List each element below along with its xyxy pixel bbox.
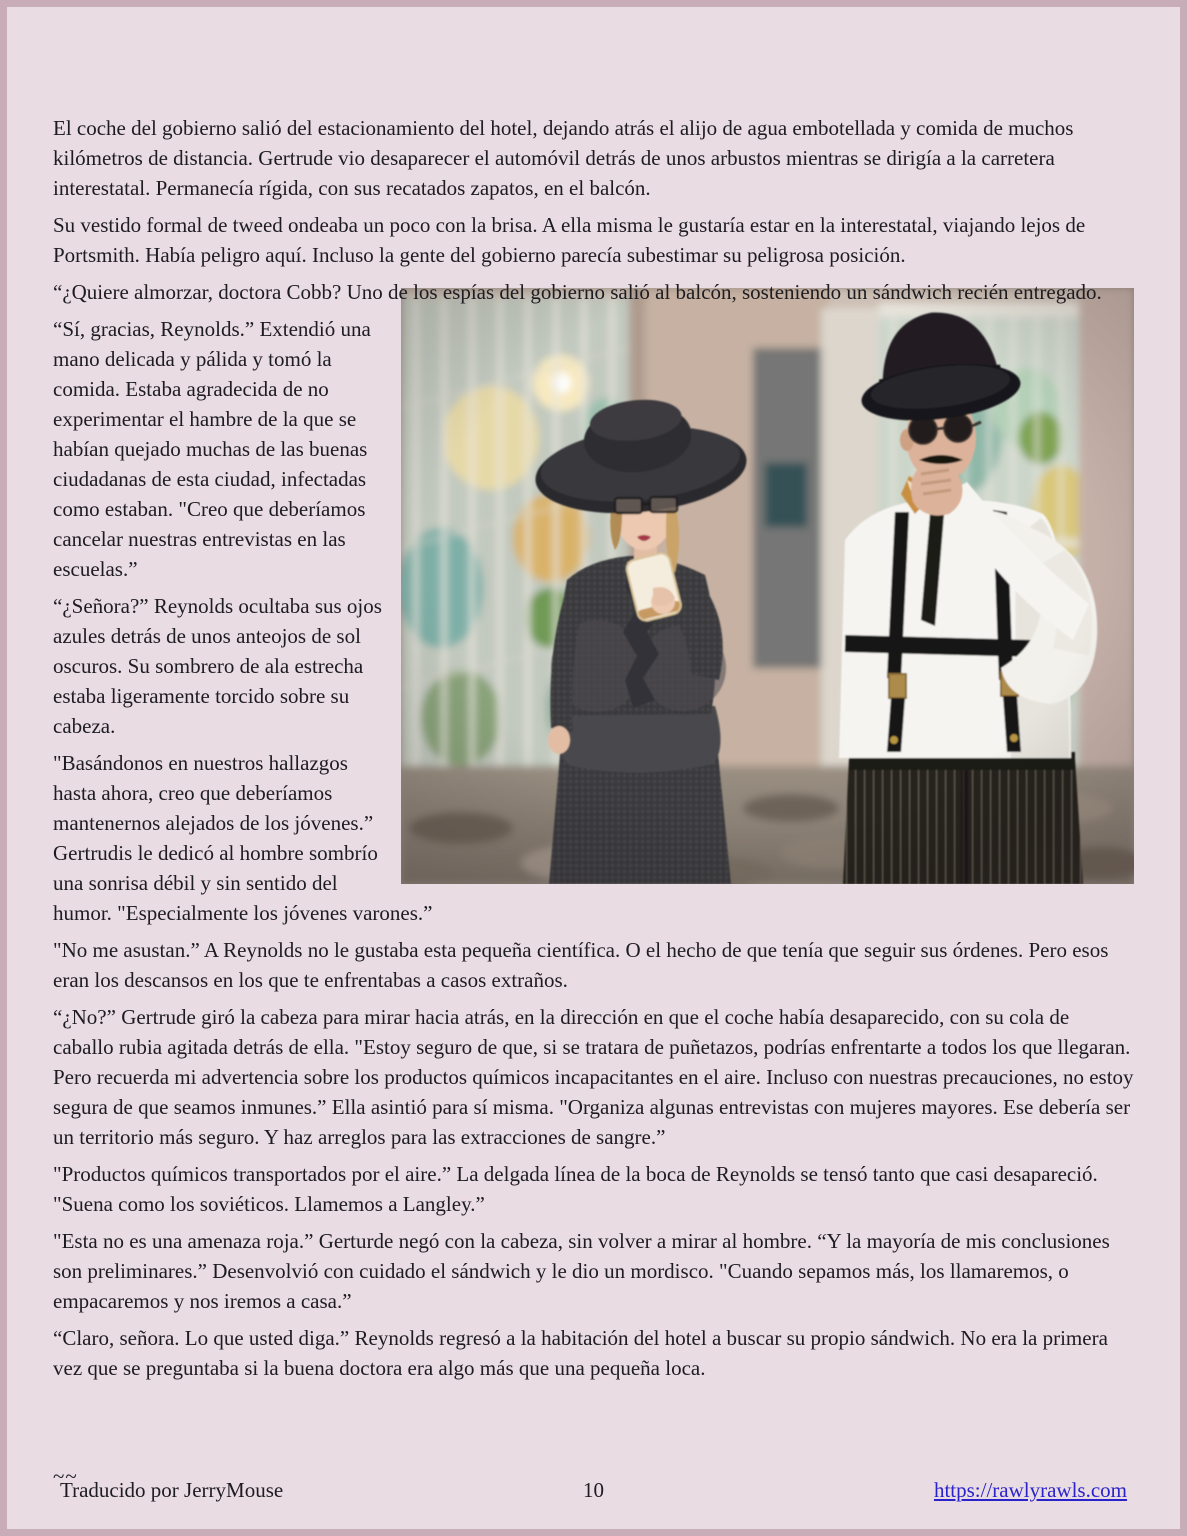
- section-separator: ~~: [53, 1464, 78, 1488]
- story-paragraph: “¿No?” Gertrude giró la cabeza para mirar hacia atrás, en la dirección en que el coche había desaparecido, con su cola de caballo rubia agitada detrás de ella. "Estoy seguro de que, si se tratara de puñetazos, podrías enfrentarte a todos los que llegaran. Pero recuerda mi advertencia sobre los productos químicos incapacitantes en el aire. Incluso con nuestras precauciones, no estoy segura de que seamos inmunes.” Ella asintió para sí misma. "Organiza algunas entrevistas con mujeres mayores. Ese debería ser un territorio más seguro. Y haz arreglos para las extracciones de sangre.”: [53, 1005, 1134, 1149]
- page-footer: [60, 1475, 1127, 1505]
- story-paragraph: “Claro, señora. Lo que usted diga.” Reynolds regresó a la habitación del hotel a buscar su propio sándwich. No era la primera vez que se preguntaba si la buena doctora era algo más que una pequeña loca.: [53, 1326, 1108, 1380]
- vignette-overlay: [401, 288, 1134, 884]
- story-illustration-graphic: [401, 288, 1134, 884]
- story-paragraph: "Esta no es una amenaza roja.” Gerturde negó con la cabeza, sin volver a mirar al hombre. “Y la mayoría de mis conclusiones son preliminares.” Desenvolvió con cuidado el sándwich y le dio un mordisco. "Cuando sepamos más, los llamaremos, o empacaremos y nos iremos a casa.”: [53, 1229, 1110, 1313]
- story-paragraph: "Basándonos en nuestros hallazgos hasta ahora, creo que deberíamos mantenernos alejados de los jóvenes.” Gertrudis le dedicó al hombre sombrío una sonrisa débil y sin sentido del humor. "Especialmente los jóvenes varones.”: [53, 751, 433, 925]
- story-paragraph: “Sí, gracias, Reynolds.” Extendió una mano delicada y pálida y tomó la comida. Estaba agradecida de no experimentar el hambre de la que se habían quejado muchas de las buenas ciudadanas de esta ciudad, infectadas como estaban. "Creo que deberíamos cancelar nuestras entrevistas en las escuelas.”: [53, 317, 371, 581]
- story-paragraph: “¿Quiere almorzar, doctora Cobb? Uno de los espías del gobierno salió al balcón, sosteniendo un sándwich recién entregado.: [53, 280, 1102, 304]
- story-paragraph: El coche del gobierno salió del estacionamiento del hotel, dejando atrás el alijo de agua embotellada y comida de muchos kilómetros de distancia. Gertrude vio desaparecer el automóvil detrás de unos arbustos mientras se dirigía a la carretera interestatal. Permanecía rígida, con sus recatados zapatos, en el balcón.: [53, 116, 1074, 200]
- story-paragraph: "No me asustan.” A Reynolds no le gustaba esta pequeña científica. O el hecho de que tenía que seguir sus órdenes. Pero esos eran los descansos en los que te enfrentabas a casos extraños.: [53, 938, 1109, 992]
- site-link[interactable]: https://rawlyrawls.com: [933, 1478, 1128, 1502]
- story-illustration: [401, 288, 1134, 884]
- story-paragraph: "Productos químicos transportados por el aire.” La delgada línea de la boca de Reynolds se tensó tanto que casi desapareció. "Suena como los soviéticos. Llamemos a Langley.”: [53, 1162, 1098, 1216]
- page-number: 10: [583, 1478, 604, 1502]
- story-paragraph: “¿Señora?” Reynolds ocultaba sus ojos azules detrás de unos anteojos de sol oscuros. Su sombrero de ala estrecha estaba ligeramente torcido sobre su cabeza.: [53, 594, 382, 738]
- translator-credit: Traducido por JerryMouse: [60, 1478, 284, 1502]
- story-paragraph: Su vestido formal de tweed ondeaba un poco con la brisa. A ella misma le gustaría estar en la interestatal, viajando lejos de Portsmith. Había peligro aquí. Incluso la gente del gobierno parecía subestimar su peligrosa posición.: [53, 213, 1086, 267]
